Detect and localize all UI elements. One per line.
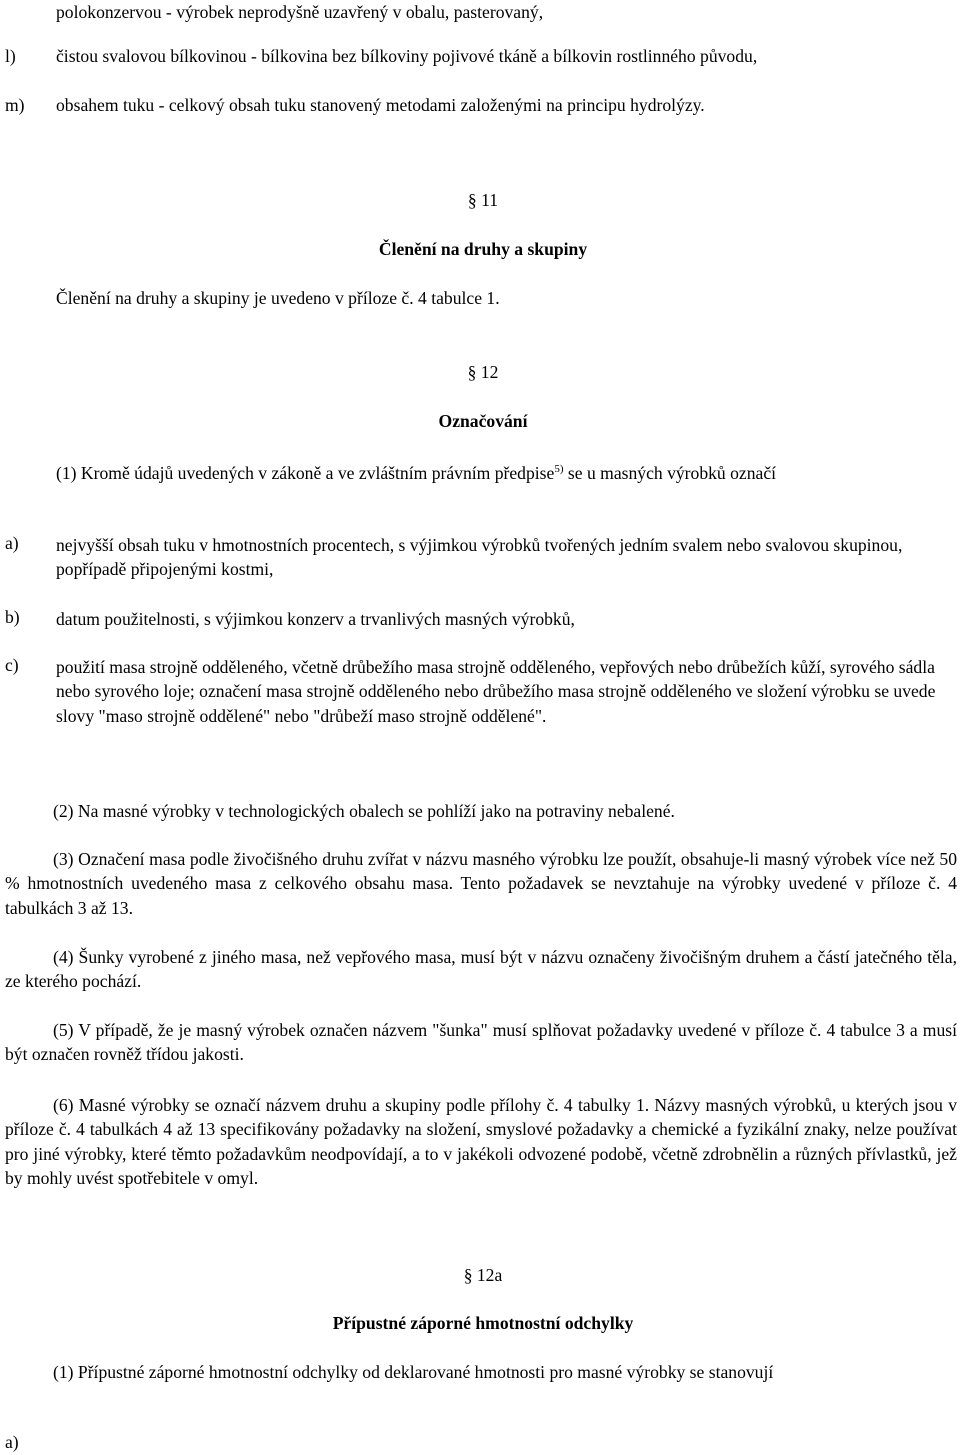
item-label-b: b) xyxy=(5,607,20,627)
item-text-b: datum použitelnosti, s výjimkou konzerv a trvanlivých masných výrobků, xyxy=(56,609,575,629)
list-item-label-m: m) xyxy=(5,95,25,115)
paragraph-6: (6) Masné výrobky se označí názvem druhu a skupiny podle přílohy č. 4 tabulky 1. Názvy masných výrobků, u kterých jsou v příloze č. 4 tabulkách 4 až 13 specifikovány požadavky na složení, smyslové požadavky a chemické a fyzikální znaky, nelze používat pro jiné výrobky, které těmto požadavkům neodpovídají, a to v jakékoli odvozené podobě, včetně zdrobnělin a různých přívlastků, jež by mohly uvést spotřebitele v omyl. xyxy=(5,1095,957,1189)
section-12-paragraph-1 xyxy=(56,463,776,484)
paragraph-1-text-end: se u masných výrobků označí xyxy=(563,463,777,483)
item-text-a: nejvyšší obsah tuku v hmotnostních procentech, s výjimkou výrobků tvořených jedním svalem nebo svalovou skupinou, popřípadě připojenými kostmi, xyxy=(56,535,903,580)
section-12a-number: § 12a xyxy=(463,1265,503,1285)
list-item-text-l: čistou svalovou bílkovinou - bílkovina bez bílkoviny pojivové tkáně a bílkovin rostlinného původu, xyxy=(56,46,758,66)
section-11-text: Členění na druhy a skupiny je uvedeno v příloze č. 4 tabulce 1. xyxy=(56,288,500,308)
list-item-text-k: polokonzervou - výrobek neprodyšně uzavřený v obalu, pasterovaný, xyxy=(56,2,544,22)
item-label-a: a) xyxy=(5,533,19,553)
footnote-ref: 5) xyxy=(554,463,564,475)
paragraph-3: (3) Označení masa podle živočišného druhu zvířat v názvu masného výrobku lze použít, obsahuje-li masný výrobek více než 50 % hmotnostních uvedeného masa z celkového obsahu masa. Tento požadavek se nevztahuje na výrobky uvedené v příloze č. 4 tabulkách 3 až 13. xyxy=(5,849,957,918)
item-label-c: c) xyxy=(5,655,19,675)
list-item-label-l: l) xyxy=(5,46,16,66)
list-item-text-m: obsahem tuku - celkový obsah tuku stanovený metodami založenými na principu hydrolýzy. xyxy=(56,95,705,115)
section-11-number: § 11 xyxy=(467,190,499,210)
item-text-c: použití masa strojně odděleného, včetně drůbežího masa strojně odděleného, vepřových nebo drůbežích kůží, syrového sádla nebo syrového loje; označení masa strojně odděleného nebo drůbežího masa strojně odděleného ve složení výrobku se uvede slovy "maso strojně oddělené" nebo "drůbeží maso strojně oddělené". xyxy=(56,657,936,726)
section-12a-paragraph-1: (1) Přípustné záporné hmotnostní odchylky od deklarované hmotnosti pro masné výrobky se stanovují xyxy=(53,1362,774,1382)
section-12-title: Označování xyxy=(438,411,528,431)
paragraph-2: (2) Na masné výrobky v technologických obalech se pohlíží jako na potraviny nebalené. xyxy=(53,801,675,821)
section-12a-title: Přípustné záporné hmotnostní odchylky xyxy=(332,1313,634,1333)
item-label-a-trailing: a) xyxy=(5,1432,19,1452)
paragraph-4: (4) Šunky vyrobené z jiného masa, než vepřového masa, musí být v názvu označeny živočišným druhem a částí jatečného těla, ze kterého pochází. xyxy=(5,947,957,992)
paragraph-1-text: (1) Kromě údajů uvedených v zákoně a ve zvláštním právním předpise xyxy=(56,463,555,483)
section-12-number: § 12 xyxy=(467,362,499,382)
section-11-title: Členění na druhy a skupiny xyxy=(378,239,588,259)
paragraph-5: (5) V případě, že je masný výrobek označen názvem "šunka" musí splňovat požadavky uvedené v příloze č. 4 tabulce 3 a musí být označen rovněž třídou jakosti. xyxy=(5,1020,957,1065)
